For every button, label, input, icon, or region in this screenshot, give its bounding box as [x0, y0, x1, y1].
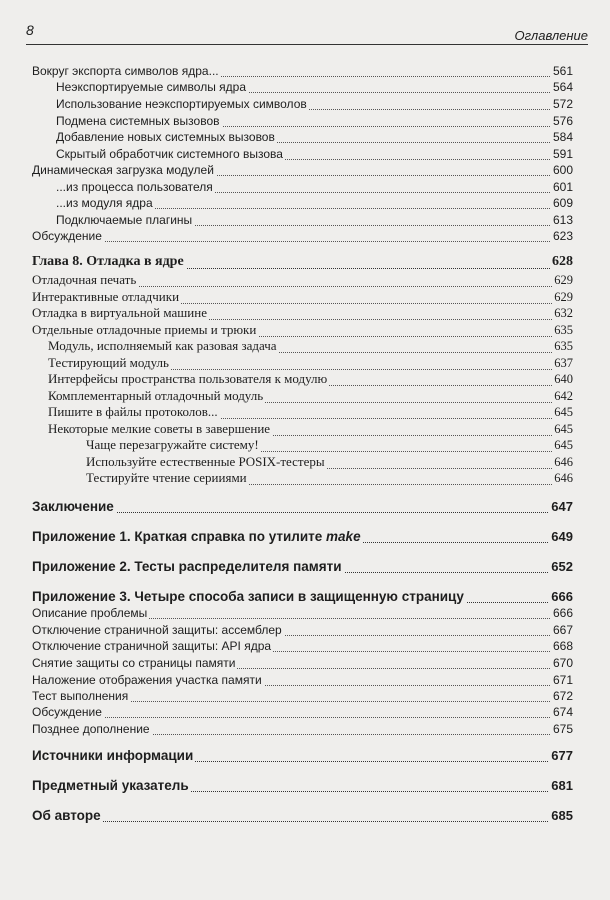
toc-entry[interactable]	[0, 96, 610, 113]
toc-entry-page: 637	[554, 356, 573, 370]
chapter-heading[interactable]	[0, 559, 610, 576]
toc-entry-page: 674	[552, 705, 573, 719]
chapter-page: 666	[551, 589, 573, 604]
toc-entry-label: Неэкспортируемые символы ядра	[56, 80, 247, 94]
toc-entry[interactable]	[0, 63, 610, 80]
toc-entry-label: Позднее дополнение	[32, 722, 150, 736]
appendix1-title-em: make	[326, 529, 361, 544]
toc-entry-page: 645	[554, 422, 573, 436]
toc-entry-page: 672	[552, 689, 573, 703]
toc-entry-label: Некоторые мелкие советы в завершение	[48, 421, 271, 436]
chapter-heading[interactable]	[0, 529, 610, 546]
toc-entry-page: 601	[552, 180, 573, 194]
toc-entry-label: Отладочная печать	[32, 272, 137, 287]
toc-entry-label: Описание проблемы	[32, 606, 148, 620]
chapter-title: Предметный указатель	[32, 778, 189, 793]
chapter-heading[interactable]	[0, 778, 610, 795]
chapter-title: Приложение 3. Четыре способа записи в защищенную страницу	[32, 589, 464, 604]
toc-entry-label: Модуль, исполняемый как разовая задача	[48, 338, 277, 353]
toc-entry[interactable]	[0, 438, 610, 455]
running-title: Оглавление	[514, 28, 588, 43]
toc-entry[interactable]	[0, 688, 610, 705]
toc-entry-page: 600	[552, 163, 573, 177]
toc-entry-label: ...из процесса пользователя	[56, 180, 213, 194]
toc-entry[interactable]	[0, 113, 610, 130]
toc-entry[interactable]	[0, 339, 610, 356]
toc-entry-label: Подключаемые плагины	[56, 213, 193, 227]
toc-entry-page: 635	[554, 339, 573, 353]
chapter-title: Об авторе	[32, 808, 101, 823]
toc-entry-page: 668	[552, 639, 573, 653]
toc-entry-label: Динамическая загрузка модулей	[32, 163, 214, 177]
toc-entry-label: Отладка в виртуальной машине	[32, 305, 207, 320]
toc-entry-page: 670	[552, 656, 573, 670]
chapter-title: Приложение 2. Тесты распределителя памяти	[32, 559, 342, 574]
toc-entry-page: 640	[554, 372, 573, 386]
toc-entry[interactable]	[0, 471, 610, 488]
toc-entry[interactable]	[0, 704, 610, 721]
page-number: 8	[26, 22, 34, 38]
toc-entry-label: Снятие защиты со страницы памяти	[32, 656, 236, 670]
toc-entry-label: Отключение страничной защиты: API ядра	[32, 639, 272, 653]
toc-entry[interactable]	[0, 306, 610, 323]
toc-entry-label: Отдельные отладочные приемы и трюки	[32, 322, 257, 337]
chapter-heading[interactable]	[0, 589, 610, 606]
toc-entry-page: 646	[554, 471, 573, 485]
chapter-page: 647	[551, 499, 573, 514]
toc-entry-label: Обсуждение	[32, 229, 102, 243]
toc-entry-page: 576	[552, 114, 573, 128]
chapter-title: Источники информации	[32, 748, 194, 763]
toc-entry[interactable]	[0, 655, 610, 672]
toc-entry-page: 564	[552, 80, 573, 94]
chapter-page: 652	[551, 559, 573, 574]
toc-entry-label: Тестирующий модуль	[48, 355, 169, 370]
toc-entry-page: 623	[552, 229, 573, 243]
toc-entry-label: Чаще перезагружайте систему!	[86, 437, 259, 452]
toc-entry[interactable]	[0, 79, 610, 96]
toc-entry-page: 584	[552, 130, 573, 144]
toc-entry-label: Тестируйте чтение серииями	[86, 470, 247, 485]
toc-entry[interactable]	[0, 146, 610, 163]
toc-entry-label: Вокруг экспорта символов ядра...	[32, 64, 219, 78]
toc-entry-label: Пишите в файлы протоколов...	[48, 404, 218, 419]
chapter-heading[interactable]	[0, 748, 610, 765]
toc-entry-page: 629	[554, 290, 573, 304]
toc-entry[interactable]	[0, 672, 610, 689]
toc-entry-label: Скрытый обработчик системного вызова	[56, 147, 283, 161]
toc-entry-label: Подмена системных вызовов	[56, 114, 220, 128]
toc-entry[interactable]	[0, 228, 610, 245]
toc-entry-page: 609	[552, 196, 573, 210]
toc-entry-page: 642	[554, 389, 573, 403]
toc-entry-label: Интерфейсы пространства пользователя к модулю	[48, 371, 328, 386]
toc-entry[interactable]	[0, 605, 610, 622]
toc-entry[interactable]	[0, 372, 610, 389]
toc-entry-label: Тест выполнения	[32, 689, 129, 703]
chapter-page: 628	[552, 254, 573, 269]
toc-entry-page: 629	[554, 273, 573, 287]
chapter-heading[interactable]	[0, 499, 610, 516]
chapter-title: Глава 8. Отладка в ядре	[32, 254, 184, 269]
toc-entry-label: ...из модуля ядра	[56, 196, 153, 210]
toc-entry-page: 671	[552, 673, 573, 687]
toc-entry-label: Интерактивные отладчики	[32, 289, 180, 304]
toc-entry[interactable]	[0, 405, 610, 422]
chapter-title: Заключение	[32, 499, 114, 514]
toc-entry-page: 645	[554, 438, 573, 452]
toc-entry-label: Использование неэкспортируемых символов	[56, 97, 307, 111]
toc-entry-label: Наложение отображения участка памяти	[32, 673, 262, 687]
chapter-page: 677	[551, 748, 573, 763]
toc-entry[interactable]	[0, 721, 610, 738]
chapter-title	[32, 529, 363, 544]
toc-entry-label: Добавление новых системных вызовов	[56, 130, 275, 144]
toc-entry-label: Отключение страничной защиты: ассемблер	[32, 623, 282, 637]
chapter-page: 681	[551, 778, 573, 793]
toc-entry-page: 645	[554, 405, 573, 419]
toc-entry[interactable]	[0, 638, 610, 655]
toc-entry-page: 646	[554, 455, 573, 469]
chapter-page: 685	[551, 808, 573, 823]
toc-entry[interactable]	[0, 179, 610, 196]
toc-entry[interactable]	[0, 273, 610, 290]
toc-entry[interactable]	[0, 129, 610, 146]
toc-entry-label: Используйте естественные POSIX-тестеры	[86, 454, 325, 469]
appendix1-title: Приложение 1. Краткая справка по утилите	[32, 529, 327, 544]
toc-entry-page: 675	[552, 722, 573, 736]
toc-entry-page: 635	[554, 323, 573, 337]
chapter-heading[interactable]	[0, 255, 610, 272]
toc-entry-label: Комплементарный отладочный модуль	[48, 388, 264, 403]
toc-entry-page: 667	[552, 623, 573, 637]
toc-entry-page: 572	[552, 97, 573, 111]
chapter-page: 649	[551, 529, 573, 544]
toc-entry-page: 632	[554, 306, 573, 320]
toc-entry-page: 561	[552, 64, 573, 78]
toc-entry-page: 613	[552, 213, 573, 227]
toc-entry-page: 591	[552, 147, 573, 161]
toc-entry-page: 666	[552, 606, 573, 620]
toc-entry[interactable]	[0, 162, 610, 179]
toc-entry[interactable]	[0, 195, 610, 212]
toc-entry[interactable]	[0, 212, 610, 229]
chapter-heading[interactable]	[0, 808, 610, 825]
toc-entry-label: Обсуждение	[32, 705, 102, 719]
toc-entry[interactable]	[0, 622, 610, 639]
